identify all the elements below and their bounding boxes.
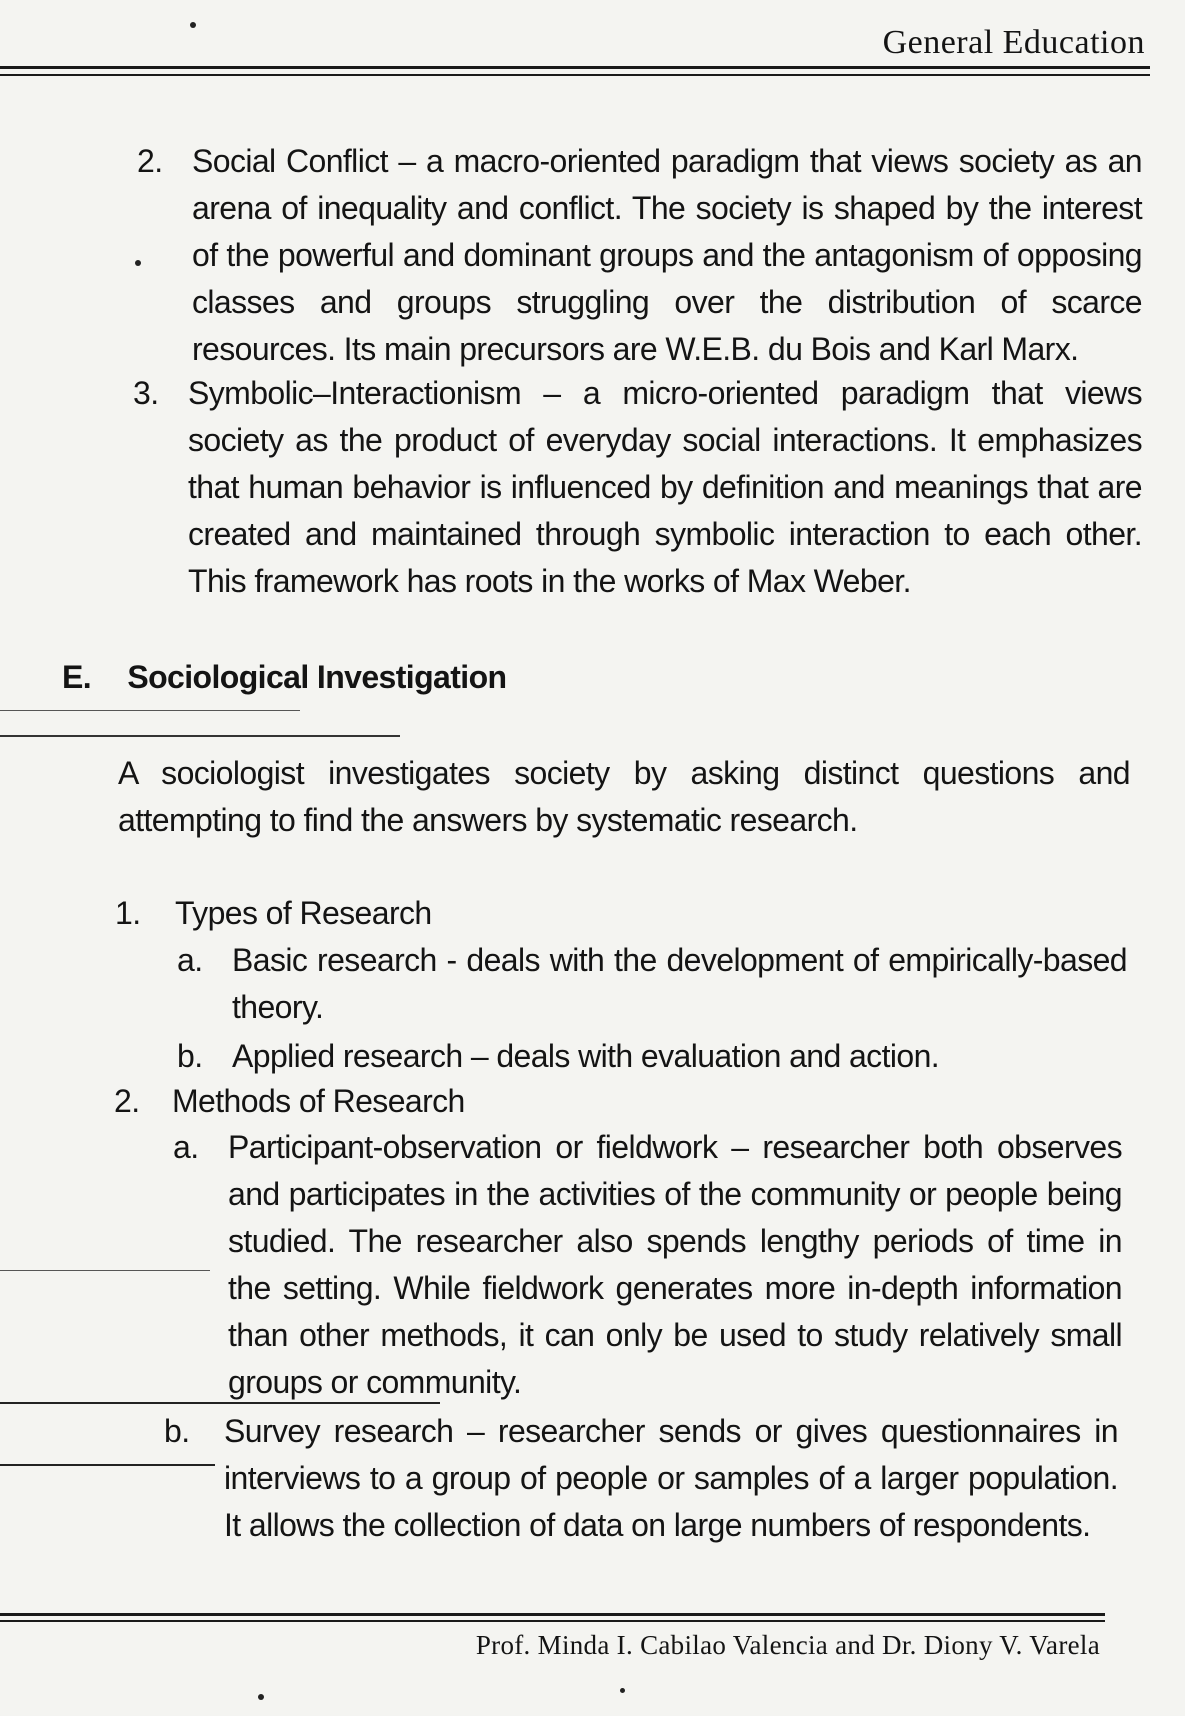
item-letter: b. bbox=[177, 1038, 203, 1074]
types-item-applied bbox=[177, 1033, 1127, 1080]
item-text: Participant-observation or fieldwork – researcher both observes and participates in the activities of the community or people being studied. The researcher also spends lengthy periods of time in the setting. While fieldwork generates more in-depth information than other methods, it can only be used to study relatively small groups or community. bbox=[228, 1129, 1122, 1400]
methods-heading bbox=[114, 1078, 872, 1125]
scan-speck bbox=[190, 22, 196, 28]
scan-line bbox=[0, 1402, 440, 1404]
item-text: Applied research – deals with evaluation and action. bbox=[232, 1038, 940, 1074]
header-rule-thin bbox=[0, 74, 1150, 76]
item-letter: a. bbox=[173, 1129, 199, 1165]
methods-title: Methods of Research bbox=[172, 1083, 465, 1119]
item-text: Survey research – researcher sends or gives questionnaires in interviews to a group of people or samples of a larger population. It allows the collection of data on large numbers of respondents. bbox=[224, 1413, 1118, 1543]
scan-line bbox=[0, 1270, 210, 1271]
paradigm-social-conflict bbox=[137, 138, 1142, 373]
types-title: Types of Research bbox=[175, 895, 432, 931]
scan-line bbox=[0, 710, 300, 711]
scan-speck bbox=[258, 1694, 264, 1700]
footer-rule-thin bbox=[0, 1620, 1105, 1622]
types-heading bbox=[115, 890, 875, 937]
methods-number: 2. bbox=[114, 1083, 140, 1119]
section-title: Sociological Investigation bbox=[127, 659, 507, 695]
section-heading bbox=[62, 654, 662, 701]
paradigm-symbolic-interactionism bbox=[133, 370, 1142, 605]
header-title: General Education bbox=[882, 24, 1145, 61]
item-letter: b. bbox=[164, 1413, 190, 1449]
paradigm-text: Symbolic–Interactionism – a micro-oriented paradigm that views society as the product of everyday social interactions. It emphasizes that human behavior is influenced by definition and meanings that are created and maintained through symbolic interaction to each other. This framework has roots in the works of Max Weber. bbox=[188, 375, 1142, 599]
footer-rule bbox=[0, 1613, 1105, 1616]
section-intro: A sociologist investigates society by asking distinct questions and attempting to find the answers by systematic research. bbox=[118, 755, 1130, 838]
paradigm-text: Social Conflict – a macro-oriented paradigm that views society as an arena of inequality and conflict. The society is shaped by the interest of the powerful and dominant groups and the antagonism of opposing classes and groups struggling over the distribution of scarce resources. Its main precursors are W.E.B. du Bois and Karl Marx. bbox=[192, 143, 1142, 367]
scan-speck bbox=[135, 260, 141, 266]
methods-item-participant-observation bbox=[173, 1124, 1122, 1406]
paradigm-number: 2. bbox=[137, 143, 163, 179]
scan-speck bbox=[620, 1688, 625, 1693]
methods-item-survey bbox=[164, 1408, 1118, 1549]
scan-line bbox=[0, 1464, 215, 1466]
paradigm-number: 3. bbox=[133, 375, 159, 411]
header-rule bbox=[0, 66, 1150, 69]
section-letter: E. bbox=[62, 659, 92, 695]
types-number: 1. bbox=[115, 895, 141, 931]
types-item-basic bbox=[177, 937, 1127, 1031]
item-letter: a. bbox=[177, 942, 203, 978]
item-text: Basic research - deals with the development of empirically-based theory. bbox=[232, 942, 1127, 1025]
footer-authors: Prof. Minda I. Cabilao Valencia and Dr. Diony V. Varela bbox=[475, 1630, 1100, 1660]
section-underline bbox=[0, 735, 400, 737]
